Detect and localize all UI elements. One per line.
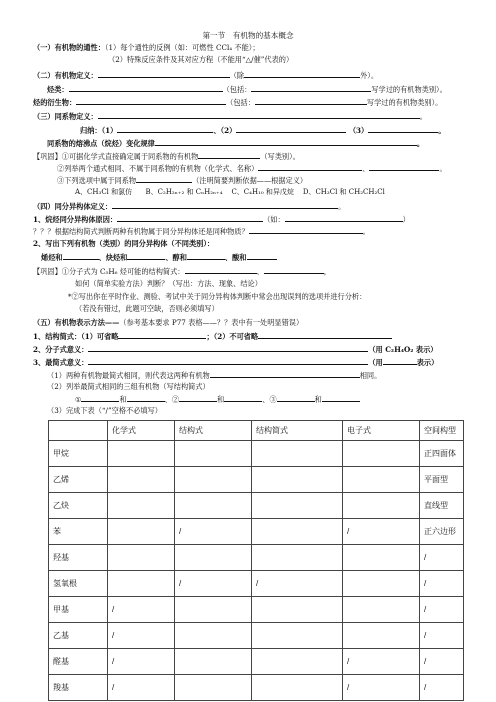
section-5-note: （参考基本要求 P77 表格——？？表中有一处明显错误） bbox=[119, 318, 304, 327]
review-3b bbox=[57, 163, 447, 174]
and-text: 和 bbox=[217, 395, 225, 404]
na-cell: / bbox=[108, 649, 175, 675]
option-c[interactable]: C、C₄H₁₀ 和异戊烷 bbox=[231, 188, 294, 196]
review-3a bbox=[33, 151, 300, 162]
blank-field[interactable] bbox=[322, 394, 360, 402]
blank-field[interactable] bbox=[118, 331, 206, 339]
table-header-row bbox=[49, 421, 464, 441]
empirical-sub-2-pairs bbox=[75, 394, 360, 405]
na-cell: / bbox=[420, 545, 464, 571]
table-header: 结构简式 bbox=[252, 421, 343, 441]
induce-end: 。 bbox=[438, 126, 446, 135]
answer-cell[interactable] bbox=[252, 597, 343, 623]
answer-cell[interactable] bbox=[108, 467, 175, 493]
boiling-point-line bbox=[47, 138, 424, 149]
review-3b-sep: 、 bbox=[362, 164, 370, 173]
empirical-sub-3: （3）完成下表（“/”空格不必填写） bbox=[47, 406, 162, 415]
blank-field[interactable] bbox=[187, 252, 225, 260]
table-row bbox=[49, 649, 464, 675]
na-cell: / bbox=[108, 623, 175, 649]
row-label: 乙基 bbox=[49, 623, 108, 649]
blank-field[interactable] bbox=[369, 163, 439, 171]
blank-field[interactable] bbox=[155, 138, 417, 146]
review-4a-text: ①分子式为 C₅H₆ 烃可能的结构简式： bbox=[61, 267, 185, 276]
blank-field[interactable] bbox=[277, 394, 315, 402]
row-label: 甲基 bbox=[49, 597, 108, 623]
blank-field[interactable] bbox=[88, 357, 368, 365]
blank-field[interactable] bbox=[244, 70, 360, 78]
review-4a bbox=[33, 266, 331, 277]
acid-label: 、酸和 bbox=[224, 253, 247, 262]
structural-formula-label: 1、结构简式：（1）可省略 bbox=[33, 332, 119, 341]
answer-cell[interactable] bbox=[108, 571, 175, 597]
empirical-formula-label: 3、最简式意义： bbox=[33, 358, 89, 367]
boiling-point-label: 同系物的熔沸点（烷烃）变化规律 bbox=[47, 139, 155, 148]
option-d[interactable]: D、CH₃Cl 和 CH₂CH₂Cl bbox=[302, 188, 385, 196]
geometry-cell: 正六边形 bbox=[420, 519, 464, 545]
review-3a-text: ①可据化学式直接确定属于同系物的有机物 bbox=[61, 152, 199, 161]
na-cell: / bbox=[343, 649, 420, 675]
review-tag: 【巩固】 bbox=[33, 267, 62, 276]
table-row bbox=[49, 571, 464, 597]
section-4 bbox=[33, 201, 345, 212]
review-3c-text: ③下列选项中属于同系物 bbox=[57, 176, 137, 185]
na-cell: / bbox=[175, 519, 252, 545]
formula-table bbox=[48, 420, 464, 701]
blank-field[interactable] bbox=[255, 97, 367, 105]
blank-field[interactable] bbox=[285, 214, 403, 222]
answer-cell[interactable] bbox=[343, 545, 420, 571]
answer-cell[interactable] bbox=[175, 467, 252, 493]
page-title: 第一节 有机物的基本概念 bbox=[202, 31, 294, 40]
alkyne-label: 、炔烃和 bbox=[98, 253, 128, 262]
table-row bbox=[49, 467, 464, 493]
section-4-end: 。 bbox=[338, 202, 346, 211]
answer-cell[interactable] bbox=[108, 545, 175, 571]
answer-cell[interactable] bbox=[175, 597, 252, 623]
options-line bbox=[75, 187, 385, 197]
blank-field[interactable] bbox=[76, 97, 226, 105]
blank-field[interactable] bbox=[112, 201, 338, 209]
answer-cell[interactable] bbox=[175, 649, 252, 675]
review-4d: （若没有错过，此题可空缺，否则必须填写） bbox=[75, 304, 219, 313]
derivative-line bbox=[33, 97, 442, 108]
molecular-formula-line bbox=[33, 344, 438, 355]
pair-3-label: 、③ bbox=[262, 395, 277, 404]
answer-cell[interactable] bbox=[252, 493, 343, 519]
empirical-sub-1-text: （1）两种有机物最简式相同，则代表这两种有机物 bbox=[47, 371, 210, 380]
answer-cell[interactable] bbox=[343, 571, 420, 597]
empirical-formula-line bbox=[33, 357, 438, 368]
row-label: 甲烷 bbox=[49, 441, 108, 467]
review-4a-end: ， bbox=[323, 267, 331, 276]
empirical-sub-1 bbox=[47, 370, 381, 381]
table-header: 化学式 bbox=[108, 421, 175, 441]
structural-formula-b: ；（2）不可省略 bbox=[206, 332, 259, 341]
option-a[interactable]: A、CH₃Cl 和氯仿 bbox=[75, 188, 133, 196]
blank-field[interactable] bbox=[98, 111, 420, 119]
section-4-label: （四）同分异构体定义： bbox=[33, 202, 113, 211]
section-5-label: （五）有机物表示方法—— bbox=[33, 318, 120, 327]
judge-end: 。 bbox=[362, 227, 370, 236]
geometry-cell: 正四面体 bbox=[420, 441, 464, 467]
isomer-classes-title: 2、写出下列有机物（类别）的同分异构体（不同类别）： bbox=[33, 239, 215, 248]
judge-line bbox=[33, 226, 370, 237]
row-label: 羧基 bbox=[49, 675, 108, 701]
section-1-text: （1）每个通性的反例（如：可燃性 CCl₄ 不能）； bbox=[104, 43, 260, 52]
table-row bbox=[49, 441, 464, 467]
review-4c: *②写出你在平时作业、测验、考试中关于同分异构体判断中常会出现误判的选项并进行分析： bbox=[68, 292, 367, 301]
row-label: 氢氧根 bbox=[49, 571, 108, 597]
na-cell: / bbox=[108, 597, 175, 623]
blank-field[interactable] bbox=[224, 394, 262, 402]
answer-cell[interactable] bbox=[175, 675, 252, 701]
isomer-classes-line bbox=[41, 252, 277, 263]
section-3-label: （三）同系物定义： bbox=[33, 112, 98, 121]
blank-field[interactable] bbox=[185, 266, 257, 274]
geometry-cell: 平面型 bbox=[420, 467, 464, 493]
row-label: 醛基 bbox=[49, 649, 108, 675]
blank-field[interactable] bbox=[98, 70, 230, 78]
incl2-text: （包括： bbox=[226, 98, 255, 107]
blank-field[interactable] bbox=[264, 266, 324, 274]
review-4a-sep: 、 bbox=[256, 267, 264, 276]
blank-field[interactable] bbox=[117, 125, 213, 133]
section-2-label: （二）有机物定义： bbox=[33, 71, 98, 80]
answer-cell[interactable] bbox=[252, 441, 343, 467]
section-5 bbox=[33, 318, 303, 328]
empirical-formula-end: 表示） bbox=[416, 358, 439, 367]
answer-cell[interactable] bbox=[175, 545, 252, 571]
table-header bbox=[49, 421, 108, 441]
table-row bbox=[49, 623, 464, 649]
answer-cell[interactable] bbox=[343, 467, 420, 493]
and-text: 和 bbox=[119, 395, 127, 404]
blank-field[interactable] bbox=[249, 226, 363, 234]
blank-field[interactable] bbox=[69, 84, 223, 92]
table-row bbox=[49, 519, 464, 545]
row-label: 乙炔 bbox=[49, 493, 108, 519]
empirical-sub-2: （2）列举最简式相同的三组有机物（写结构简式） bbox=[47, 382, 210, 391]
answer-cell[interactable] bbox=[252, 519, 343, 545]
studied2-text: 写学过的有机物类别）。 bbox=[366, 98, 443, 107]
na-cell: / bbox=[343, 519, 420, 545]
answer-cell[interactable] bbox=[343, 597, 420, 623]
out-text: 外）。 bbox=[360, 71, 379, 80]
na-cell: / bbox=[420, 623, 464, 649]
answer-cell[interactable] bbox=[108, 493, 175, 519]
na-cell: / bbox=[252, 571, 343, 597]
molecular-formula-note: （用 C₂H₄O₂ 表示） bbox=[368, 345, 438, 354]
na-cell: / bbox=[420, 675, 464, 701]
blank-field[interactable] bbox=[63, 252, 99, 260]
review-3c-note: （注明简要判断依据——根据定义） bbox=[192, 176, 308, 185]
na-cell: / bbox=[420, 649, 464, 675]
blank-field[interactable] bbox=[127, 394, 165, 402]
row-label: 羟基 bbox=[49, 545, 108, 571]
section-2 bbox=[33, 70, 378, 81]
na-cell: / bbox=[420, 597, 464, 623]
answer-cell[interactable] bbox=[252, 623, 343, 649]
alkane-isomer-line bbox=[33, 214, 410, 225]
answer-cell[interactable] bbox=[252, 675, 343, 701]
blank-field[interactable] bbox=[247, 252, 277, 260]
geometry-cell: 直线型 bbox=[420, 493, 464, 519]
blank-field[interactable] bbox=[117, 214, 263, 222]
review-3b-text: ②列举两个通式相同、不属于同系物的有机物（化学式、名称） bbox=[57, 164, 259, 173]
hydrocarbon-line bbox=[47, 84, 447, 95]
alcohol-label: 、醇和 bbox=[165, 253, 187, 262]
section-3 bbox=[33, 111, 427, 122]
blank-field[interactable] bbox=[127, 252, 165, 260]
option-b[interactable]: B、C₂H₂ₙ₊₂ 和 CₙH₂ₙ₊₄ bbox=[145, 188, 223, 196]
answer-cell[interactable] bbox=[343, 493, 420, 519]
blank-field[interactable] bbox=[251, 84, 371, 92]
induce-c3: （3） bbox=[348, 126, 369, 135]
blank-field[interactable] bbox=[198, 151, 260, 159]
review-3c bbox=[57, 175, 307, 186]
answer-cell[interactable] bbox=[175, 493, 252, 519]
blank-field[interactable] bbox=[179, 394, 217, 402]
incl-text: （包括： bbox=[222, 85, 252, 94]
na-cell: / bbox=[343, 675, 420, 701]
answer-cell[interactable] bbox=[108, 441, 175, 467]
na-cell: / bbox=[108, 675, 175, 701]
and-text: 和 bbox=[314, 395, 322, 404]
table-row bbox=[49, 675, 464, 701]
blank-field[interactable] bbox=[210, 370, 360, 378]
studied-text: 写学过的有机物类别）。 bbox=[371, 85, 447, 94]
review-3b-end: 。 bbox=[439, 164, 447, 173]
review-4b: 如何（简单实验方法）判断？（写出：方法、现象、结论） bbox=[75, 279, 262, 288]
blank-field[interactable] bbox=[258, 331, 392, 339]
section-1-line2: （2）特殊反应条件及其对应方程（不能用“△/催”代表的） bbox=[108, 55, 294, 64]
induce-line bbox=[80, 125, 445, 136]
bp-end: 。 bbox=[416, 139, 425, 148]
alkane-isomer-eg: （如： bbox=[263, 215, 285, 224]
answer-cell[interactable] bbox=[175, 441, 252, 467]
section-1 bbox=[33, 43, 260, 53]
review-tag: 【巩固】 bbox=[33, 152, 62, 161]
answer-cell[interactable] bbox=[252, 545, 343, 571]
induce-c2: 、（2） bbox=[213, 126, 237, 135]
na-cell: / bbox=[175, 571, 252, 597]
blank-field[interactable] bbox=[383, 357, 417, 365]
structural-formula-line bbox=[33, 331, 392, 342]
table-header: 结构式 bbox=[175, 421, 252, 441]
blank-field[interactable] bbox=[258, 163, 362, 171]
table-row bbox=[49, 545, 464, 571]
answer-cell[interactable] bbox=[343, 623, 420, 649]
answer-cell[interactable] bbox=[343, 441, 420, 467]
pair-1-label: ① bbox=[75, 395, 82, 404]
alkane-isomer-end: ） bbox=[402, 215, 410, 224]
table-row bbox=[49, 597, 464, 623]
molecular-formula-label: 2、分子式意义： bbox=[33, 345, 89, 354]
review-3a-end: （写类别）。 bbox=[260, 152, 300, 161]
section-1-label: （一）有机物的通性： bbox=[33, 43, 105, 52]
end-text: 。 bbox=[419, 112, 427, 121]
na-cell: / bbox=[420, 571, 464, 597]
blank-field[interactable] bbox=[368, 125, 438, 133]
answer-cell[interactable] bbox=[108, 519, 175, 545]
except-text: （除 bbox=[229, 71, 245, 80]
blank-field[interactable] bbox=[88, 344, 368, 352]
table-header: 电子式 bbox=[343, 421, 420, 441]
derivative-label: 烃的衍生物： bbox=[33, 98, 77, 107]
induce-label: 归纳：（1） bbox=[80, 126, 118, 135]
empirical-formula-use: （用 bbox=[368, 358, 383, 367]
blank-field[interactable] bbox=[136, 175, 192, 183]
hydrocarbon-label: 烃类： bbox=[47, 85, 69, 94]
judge-text: ？？？根据结构简式判断两种有机物属于同分异构体还是同种物质？ bbox=[33, 227, 249, 236]
pair-2-label: 、② bbox=[164, 395, 180, 404]
alkene-label: 烯烃和 bbox=[41, 253, 63, 262]
answer-cell[interactable] bbox=[175, 623, 252, 649]
table-header: 空间构型 bbox=[420, 421, 464, 441]
table-row bbox=[49, 493, 464, 519]
blank-field[interactable] bbox=[81, 394, 119, 402]
answer-cell[interactable] bbox=[252, 467, 343, 493]
empirical-sub-1-end: 相同。 bbox=[359, 371, 382, 380]
alkane-isomer-label: 1、烷烃同分异构体原因： bbox=[33, 215, 118, 224]
blank-field[interactable] bbox=[236, 125, 346, 133]
row-label: 乙烯 bbox=[49, 467, 108, 493]
answer-cell[interactable] bbox=[252, 649, 343, 675]
row-label: 苯 bbox=[49, 519, 108, 545]
